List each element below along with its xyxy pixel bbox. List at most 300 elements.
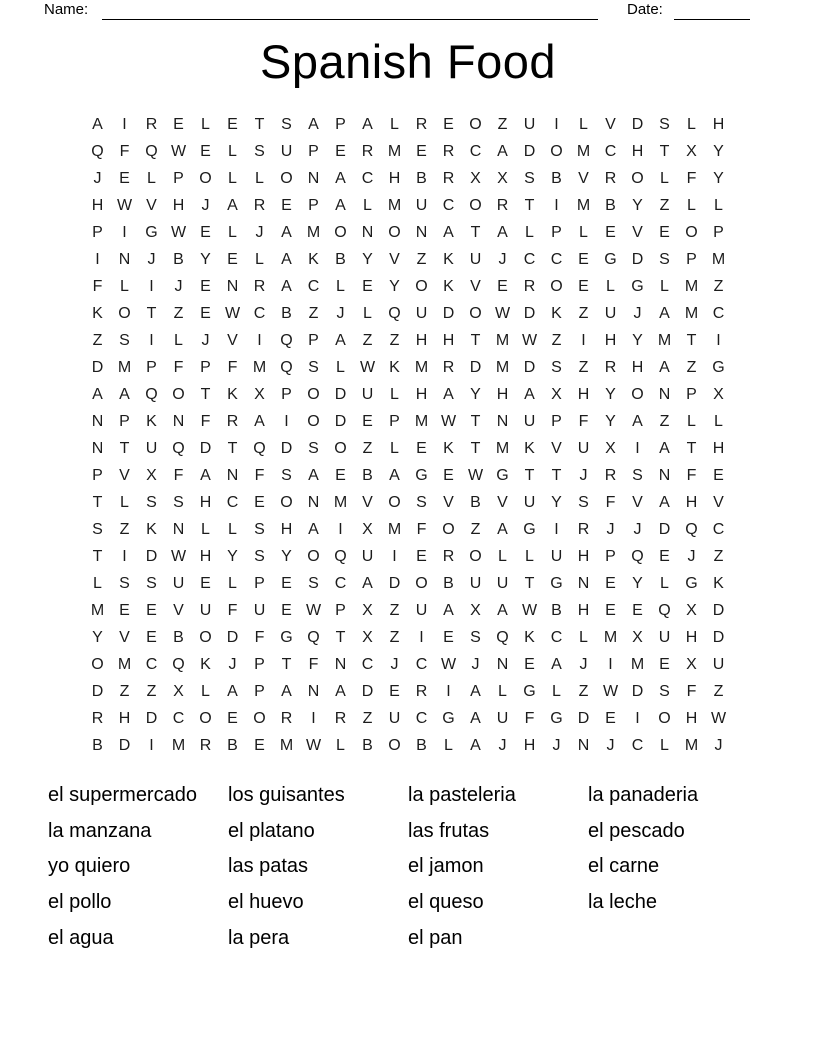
word-list-item: los guisantes <box>228 784 345 806</box>
grid-letter: M <box>387 143 402 160</box>
grid-letter: H <box>631 359 644 376</box>
grid-letter: C <box>550 629 563 646</box>
grid-letter: Y <box>470 386 481 403</box>
grid-letter: S <box>281 467 292 484</box>
grid-letter: A <box>497 521 508 538</box>
grid-letter: M <box>495 332 510 349</box>
grid-letter: E <box>605 224 616 241</box>
grid-letter: M <box>306 224 321 241</box>
word-list-item: las patas <box>228 855 309 878</box>
grid-letter: V <box>119 629 130 646</box>
grid-letter: E <box>200 224 211 241</box>
grid-letter: T <box>227 440 238 457</box>
grid-letter: T <box>686 332 697 349</box>
grid-letter: G <box>685 575 698 592</box>
grid-letter: H <box>523 737 536 754</box>
grid-letter: Y <box>605 413 616 430</box>
grid-letter: H <box>199 494 212 511</box>
grid-letter: N <box>496 413 509 430</box>
grid-letter: E <box>605 710 616 727</box>
date-blank-line <box>674 0 750 20</box>
grid-letter: E <box>227 116 238 133</box>
grid-letter: W <box>170 548 187 565</box>
grid-letter: L <box>579 224 588 241</box>
grid-letter: U <box>172 575 185 592</box>
grid-letter: O <box>388 224 401 241</box>
grid-letter: A <box>254 413 265 430</box>
grid-letter: W <box>467 467 484 484</box>
grid-letter: L <box>363 197 372 214</box>
grid-letter: E <box>605 575 616 592</box>
grid-letter: P <box>308 332 319 349</box>
grid-letter: H <box>685 494 698 511</box>
grid-letter: E <box>200 143 211 160</box>
grid-letter: M <box>117 359 132 376</box>
grid-letter: C <box>631 737 644 754</box>
grid-letter: E <box>416 548 427 565</box>
grid-letter: O <box>442 521 455 538</box>
grid-row <box>84 570 732 597</box>
grid-letter: O <box>550 278 563 295</box>
grid-letter: D <box>334 413 347 430</box>
grid-letter: Q <box>307 629 320 646</box>
grid-letter: P <box>335 116 346 133</box>
word-list-column <box>588 778 768 957</box>
grid-letter: A <box>524 386 535 403</box>
grid-letter: U <box>577 440 590 457</box>
grid-letter: W <box>521 332 538 349</box>
grid-letter: F <box>200 413 211 430</box>
grid-letter: U <box>550 548 563 565</box>
grid-letter: M <box>279 737 294 754</box>
grid-letter: H <box>712 116 725 133</box>
grid-letter: E <box>227 710 238 727</box>
word-list-item: el platano <box>228 819 315 842</box>
grid-letter: L <box>714 413 723 430</box>
grid-letter: A <box>443 386 454 403</box>
grid-letter: Y <box>605 386 616 403</box>
grid-letter: B <box>335 251 346 268</box>
grid-letter: Y <box>200 251 211 268</box>
grid-letter: F <box>173 467 184 484</box>
grid-letter: D <box>523 305 536 322</box>
word-list-item: el jamon <box>408 855 484 878</box>
grid-letter: P <box>254 683 265 700</box>
grid-letter: B <box>173 629 184 646</box>
grid-letter: G <box>496 467 509 484</box>
grid-letter: M <box>495 359 510 376</box>
grid-letter: Q <box>658 602 671 619</box>
grid-letter: C <box>253 305 266 322</box>
grid-letter: U <box>496 710 509 727</box>
grid-letter: V <box>551 440 562 457</box>
grid-letter: R <box>604 467 617 484</box>
grid-letter: O <box>415 575 428 592</box>
grid-letter: H <box>577 386 590 403</box>
grid-letter: O <box>469 305 482 322</box>
grid-letter: J <box>633 521 642 538</box>
grid-letter: B <box>173 251 184 268</box>
grid-letter: R <box>442 359 455 376</box>
grid-letter: Z <box>362 332 373 349</box>
grid-letter: S <box>119 332 130 349</box>
grid-letter: A <box>659 359 670 376</box>
grid-letter: R <box>604 170 617 187</box>
grid-letter: C <box>226 494 239 511</box>
grid-letter: T <box>92 548 103 565</box>
grid-letter: L <box>174 332 183 349</box>
grid-letter: M <box>603 629 618 646</box>
grid-letter: Y <box>227 548 238 565</box>
grid-letter: N <box>172 521 185 538</box>
grid-letter: H <box>685 629 698 646</box>
grid-letter: W <box>224 305 241 322</box>
grid-row <box>84 732 732 759</box>
grid-letter: L <box>228 224 237 241</box>
grid-row <box>84 597 732 624</box>
grid-letter: Q <box>334 548 347 565</box>
grid-letter: S <box>92 521 103 538</box>
grid-letter: Q <box>631 548 644 565</box>
grid-letter: O <box>469 548 482 565</box>
grid-letter: I <box>716 332 721 349</box>
grid-letter: A <box>497 602 508 619</box>
grid-letter: A <box>443 224 454 241</box>
grid-letter: E <box>524 656 535 673</box>
grid-letter: O <box>118 305 131 322</box>
grid-letter: J <box>498 737 507 754</box>
grid-letter: A <box>497 143 508 160</box>
grid-letter: J <box>174 278 183 295</box>
word-list-column <box>48 778 228 957</box>
grid-letter: D <box>91 359 104 376</box>
grid-letter: T <box>686 440 697 457</box>
grid-letter: L <box>120 278 129 295</box>
grid-letter: D <box>523 359 536 376</box>
grid-letter: E <box>659 656 670 673</box>
grid-letter: D <box>118 737 131 754</box>
grid-letter: S <box>146 494 157 511</box>
grid-letter: R <box>361 143 374 160</box>
grid-letter: U <box>523 413 536 430</box>
grid-letter: L <box>444 737 453 754</box>
grid-letter: L <box>255 170 264 187</box>
grid-letter: T <box>659 143 670 160</box>
grid-letter: H <box>577 548 590 565</box>
grid-letter: G <box>631 278 644 295</box>
grid-letter: O <box>172 386 185 403</box>
grid-letter: X <box>362 521 373 538</box>
grid-letter: U <box>388 710 401 727</box>
grid-letter: A <box>281 278 292 295</box>
grid-letter: V <box>605 116 616 133</box>
grid-letter: K <box>551 305 562 322</box>
grid-letter: E <box>362 278 373 295</box>
grid-letter: X <box>497 170 508 187</box>
word-list-item: el queso <box>408 891 484 914</box>
grid-letter: L <box>120 494 129 511</box>
word-list-item: el pollo <box>48 891 112 914</box>
grid-letter: L <box>714 197 723 214</box>
grid-letter: P <box>551 224 562 241</box>
grid-letter: A <box>92 386 103 403</box>
grid-letter: U <box>145 440 158 457</box>
grid-letter: D <box>631 116 644 133</box>
grid-letter: R <box>442 143 455 160</box>
grid-row <box>84 273 732 300</box>
grid-letter: W <box>170 224 187 241</box>
grid-letter: W <box>305 602 322 619</box>
grid-letter: K <box>443 440 454 457</box>
grid-letter: Z <box>119 683 130 700</box>
grid-letter: N <box>172 413 185 430</box>
grid-letter: B <box>470 494 481 511</box>
grid-letter: B <box>416 170 427 187</box>
grid-letter: L <box>606 278 615 295</box>
grid-letter: E <box>389 683 400 700</box>
grid-letter: V <box>173 602 184 619</box>
date-label: Date: <box>627 1 663 18</box>
grid-letter: O <box>631 170 644 187</box>
grid-letter: A <box>470 737 481 754</box>
grid-letter: N <box>577 737 590 754</box>
grid-letter: T <box>146 305 157 322</box>
grid-letter: I <box>257 332 262 349</box>
grid-letter: W <box>116 197 133 214</box>
grid-letter: C <box>334 575 347 592</box>
grid-letter: Z <box>362 440 373 457</box>
grid-letter: T <box>470 440 481 457</box>
grid-letter: Z <box>713 278 724 295</box>
word-search-grid <box>84 111 732 759</box>
grid-letter: O <box>415 278 428 295</box>
grid-letter: A <box>362 575 373 592</box>
grid-letter: U <box>523 494 536 511</box>
grid-letter: D <box>199 440 212 457</box>
grid-letter: R <box>253 197 266 214</box>
grid-letter: Q <box>388 305 401 322</box>
grid-letter: W <box>359 359 376 376</box>
grid-letter: M <box>684 305 699 322</box>
grid-letter: L <box>390 116 399 133</box>
grid-letter: E <box>578 278 589 295</box>
grid-letter: T <box>470 224 481 241</box>
grid-letter: E <box>119 602 130 619</box>
grid-letter: O <box>334 224 347 241</box>
grid-letter: H <box>415 386 428 403</box>
grid-letter: W <box>602 683 619 700</box>
grid-letter: C <box>442 197 455 214</box>
grid-letter: U <box>415 602 428 619</box>
grid-letter: E <box>281 575 292 592</box>
grid-letter: O <box>388 494 401 511</box>
grid-letter: P <box>686 386 697 403</box>
grid-letter: L <box>228 575 237 592</box>
grid-letter: X <box>686 602 697 619</box>
grid-letter: V <box>443 494 454 511</box>
grid-letter: H <box>577 602 590 619</box>
grid-letter: J <box>606 521 615 538</box>
grid-letter: Q <box>685 521 698 538</box>
grid-letter: P <box>551 413 562 430</box>
grid-letter: U <box>415 305 428 322</box>
grid-letter: N <box>118 251 131 268</box>
grid-letter: R <box>442 548 455 565</box>
grid-letter: W <box>494 305 511 322</box>
name-label: Name: <box>44 1 89 18</box>
grid-letter: N <box>226 467 239 484</box>
grid-letter: S <box>254 143 265 160</box>
grid-letter: V <box>497 494 508 511</box>
grid-letter: M <box>414 359 429 376</box>
grid-letter: J <box>498 251 507 268</box>
grid-letter: J <box>579 656 588 673</box>
grid-letter: M <box>414 413 429 430</box>
grid-letter: O <box>307 386 320 403</box>
grid-letter: Z <box>389 332 400 349</box>
grid-letter: G <box>145 224 158 241</box>
grid-letter: S <box>308 575 319 592</box>
grid-row <box>84 651 732 678</box>
grid-letter: K <box>200 656 211 673</box>
grid-letter: P <box>605 548 616 565</box>
grid-letter: J <box>579 467 588 484</box>
grid-letter: F <box>416 521 427 538</box>
grid-letter: A <box>497 224 508 241</box>
grid-letter: V <box>713 494 724 511</box>
grid-letter: I <box>635 710 640 727</box>
grid-row <box>84 489 732 516</box>
grid-letter: L <box>336 278 345 295</box>
grid-letter: J <box>471 656 480 673</box>
grid-letter: Z <box>713 683 724 700</box>
grid-letter: K <box>443 278 454 295</box>
grid-letter: P <box>254 575 265 592</box>
grid-letter: D <box>712 602 725 619</box>
grid-letter: G <box>712 359 725 376</box>
grid-letter: L <box>363 305 372 322</box>
word-list-item: las frutas <box>408 819 490 842</box>
grid-letter: D <box>523 143 536 160</box>
grid-letter: B <box>281 305 292 322</box>
grid-letter: O <box>307 548 320 565</box>
grid-letter: C <box>523 251 536 268</box>
grid-letter: K <box>146 413 157 430</box>
grid-letter: R <box>415 683 428 700</box>
grid-row <box>84 165 732 192</box>
grid-letter: D <box>658 521 671 538</box>
grid-letter: X <box>173 683 184 700</box>
grid-letter: J <box>201 332 210 349</box>
grid-letter: O <box>280 170 293 187</box>
grid-letter: E <box>362 413 373 430</box>
grid-letter: B <box>416 737 427 754</box>
grid-letter: T <box>254 116 265 133</box>
grid-letter: O <box>280 494 293 511</box>
grid-letter: Z <box>578 683 589 700</box>
grid-letter: P <box>335 602 346 619</box>
grid-letter: H <box>91 197 104 214</box>
word-list-column <box>228 778 408 957</box>
word-list-item: el huevo <box>228 891 304 914</box>
word-list-item: la panaderia <box>588 784 699 806</box>
grid-letter: C <box>712 305 725 322</box>
grid-letter: A <box>308 521 319 538</box>
grid-letter: D <box>442 305 455 322</box>
grid-letter: U <box>280 143 293 160</box>
grid-letter: E <box>146 629 157 646</box>
grid-letter: A <box>470 710 481 727</box>
grid-letter: K <box>146 521 157 538</box>
grid-letter: V <box>227 332 238 349</box>
word-list-item: la leche <box>588 891 657 914</box>
grid-letter: X <box>632 629 643 646</box>
grid-letter: Q <box>280 332 293 349</box>
grid-letter: E <box>119 170 130 187</box>
grid-letter: S <box>632 467 643 484</box>
grid-letter: D <box>361 683 374 700</box>
grid-letter: A <box>335 332 346 349</box>
grid-letter: J <box>255 224 264 241</box>
grid-letter: G <box>550 575 563 592</box>
grid-letter: R <box>577 521 590 538</box>
grid-letter: R <box>523 278 536 295</box>
grid-letter: D <box>631 251 644 268</box>
grid-letter: L <box>498 683 507 700</box>
grid-letter: V <box>578 170 589 187</box>
grid-letter: T <box>470 413 481 430</box>
grid-letter: C <box>172 710 185 727</box>
grid-letter: I <box>122 548 127 565</box>
grid-letter: E <box>659 548 670 565</box>
grid-letter: H <box>712 440 725 457</box>
grid-letter: J <box>714 737 723 754</box>
grid-letter: L <box>201 683 210 700</box>
grid-letter: J <box>687 548 696 565</box>
grid-letter: I <box>608 656 613 673</box>
grid-letter: B <box>362 467 373 484</box>
word-list-item: el carne <box>588 855 660 878</box>
grid-letter: O <box>388 737 401 754</box>
grid-letter: C <box>469 143 482 160</box>
grid-letter: N <box>91 413 104 430</box>
grid-letter: X <box>713 386 724 403</box>
grid-letter: H <box>631 143 644 160</box>
grid-letter: T <box>335 629 346 646</box>
grid-letter: O <box>199 710 212 727</box>
grid-letter: V <box>632 224 643 241</box>
grid-letter: F <box>254 467 265 484</box>
grid-letter: Z <box>578 305 589 322</box>
grid-letter: F <box>119 143 130 160</box>
grid-letter: P <box>686 251 697 268</box>
grid-letter: I <box>635 440 640 457</box>
grid-letter: Z <box>686 359 697 376</box>
grid-letter: F <box>686 467 697 484</box>
grid-letter: Z <box>497 116 508 133</box>
grid-letter: I <box>419 629 424 646</box>
grid-letter: Q <box>496 629 509 646</box>
grid-letter: J <box>552 737 561 754</box>
grid-letter: P <box>119 413 130 430</box>
grid-letter: G <box>280 629 293 646</box>
grid-letter: F <box>227 602 238 619</box>
grid-letter: A <box>362 116 373 133</box>
grid-letter: J <box>228 656 237 673</box>
grid-letter: U <box>469 251 482 268</box>
grid-row <box>84 678 732 705</box>
grid-letter: Z <box>659 197 670 214</box>
